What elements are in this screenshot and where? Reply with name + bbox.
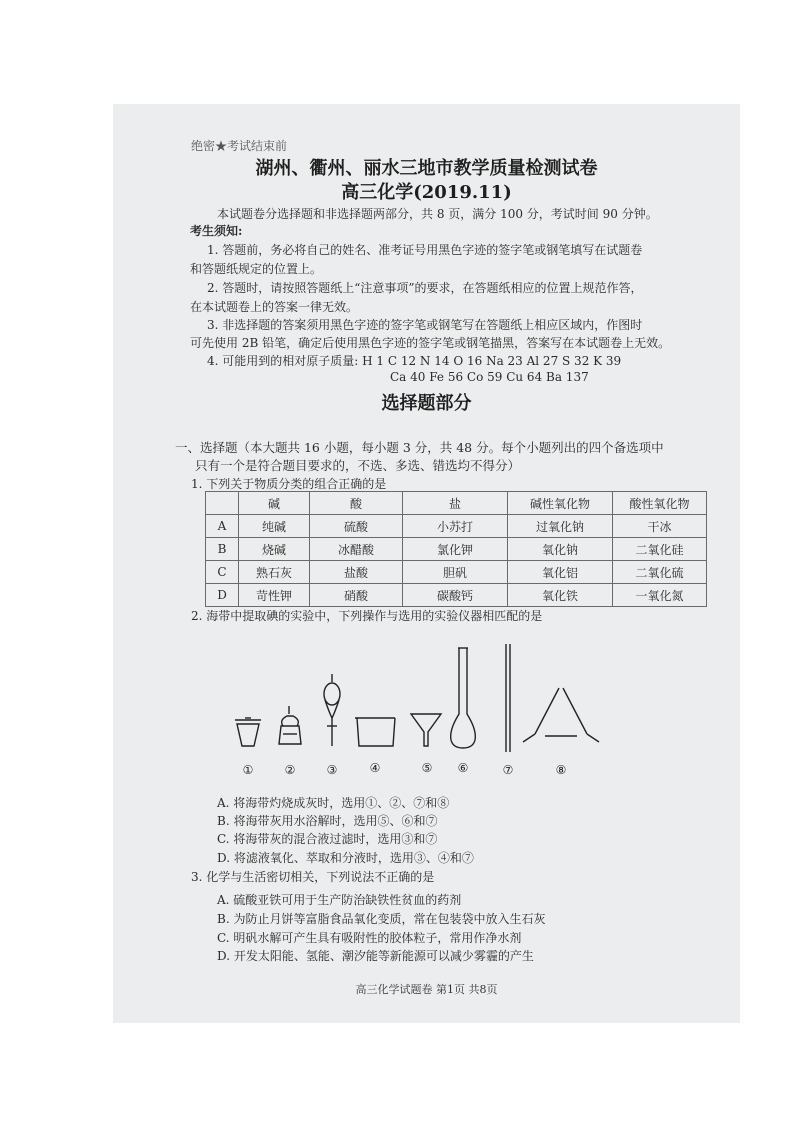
glass-rod-icon [506, 644, 510, 752]
table-cell: 氯化钾 [403, 538, 508, 561]
table-row [206, 584, 707, 607]
apparatus-label: ④ [369, 761, 381, 775]
apparatus-label: ① [242, 763, 254, 777]
table-cell: 过氧化钠 [508, 515, 613, 538]
table-cell: 氧化铝 [508, 561, 613, 584]
crucible-icon [235, 718, 261, 746]
table-cell: D [206, 584, 239, 607]
table-cell: 烧碱 [239, 538, 310, 561]
note-line: 1. 答题前，务必将自己的姓名、准考证号用黑色字迹的签字笔或钢笔填写在试题卷 [207, 243, 643, 257]
table-header-cell: 碱 [239, 492, 310, 515]
apparatus-label: ③ [326, 763, 338, 777]
table-row [206, 561, 707, 584]
exam-subtitle: 高三化学(2019.11) [341, 182, 512, 203]
q3-option: C. 明矾水解可产生具有吸附性的胶体粒子，常用作净水剂 [217, 931, 522, 945]
table-cell: 冰醋酸 [310, 538, 403, 561]
exam-title: 湖州、衢州、丽水三地市教学质量检测试卷 [255, 158, 598, 179]
q3-option: B. 为防止月饼等富脂食品氧化变质，常在包装袋中放入生石灰 [217, 912, 546, 926]
apparatus-label: ⑥ [457, 761, 469, 775]
q1-stem: 1. 下列关于物质分类的组合正确的是 [191, 477, 387, 491]
apparatus-label: ⑧ [555, 763, 567, 777]
table-cell: 氧化铁 [508, 584, 613, 607]
funnel-icon [411, 714, 441, 746]
q2-option: C. 将海带灰的混合液过滤时，选用③和⑦ [217, 832, 438, 846]
table-cell: 二氧化硫 [613, 561, 707, 584]
note-line: 3. 非选择题的答案须用黑色字迹的签字笔或钢笔写在答题纸上相应区域内，作图时 [207, 318, 643, 332]
table-cell: 小苏打 [403, 515, 508, 538]
note-line: 4. 可能用到的相对原子质量: H 1 C 12 N 14 O 16 Na 23 Al 27 S 32 K 39 [207, 354, 622, 368]
intro-text: 本试题卷分选择题和非选择题两部分，共 8 页，满分 100 分，考试时间 90 分钟。 [217, 207, 658, 221]
table-cell: 一氧化氮 [613, 584, 707, 607]
note-line: 在本试题卷上的答案一律无效。 [190, 300, 359, 314]
table-header-cell: 酸性氧化物 [613, 492, 707, 515]
table-cell: 熟石灰 [239, 561, 310, 584]
note-line: 可先使用 2B 铅笔，确定后使用黑色字迹的签字笔或钢笔描黑，答案写在本试题卷上无效。 [190, 336, 671, 350]
q2-option: D. 将滤液氧化、萃取和分液时，选用③、④和⑦ [217, 851, 474, 865]
table-cell: 纯碱 [239, 515, 310, 538]
part1-heading: 一、选择题（本大题共 16 小题，每小题 3 分，共 48 分。每个小题列出的四个备选项中 [175, 440, 664, 455]
note-line: Ca 40 Fe 56 Co 59 Cu 64 Ba 137 [390, 370, 589, 384]
q2-stem: 2. 海带中提取碘的实验中，下列操作与选用的实验仪器相匹配的是 [191, 609, 543, 623]
alcohol-lamp-icon [279, 706, 301, 744]
table-cell: B [206, 538, 239, 561]
q2-option: A. 将海带灼烧成灰时，选用①、②、⑦和⑧ [217, 796, 450, 810]
section-title: 选择题部分 [381, 393, 472, 414]
beaker-icon [355, 718, 395, 746]
q2-option: B. 将海带灰用水浴解时，选用⑤、⑥和⑦ [217, 814, 438, 828]
table-header-cell: 碱性氧化物 [508, 492, 613, 515]
table-cell: A [206, 515, 239, 538]
table-header-row [206, 492, 707, 515]
q3-option: A. 硫酸亚铁可用于生产防治缺铁性贫血的药剂 [217, 893, 462, 907]
note-line: 2. 答题时，请按照答题纸上“注意事项”的要求，在答题纸相应的位置上规范作答， [207, 281, 643, 295]
q1-table [205, 491, 707, 607]
table-cell: 氧化钠 [508, 538, 613, 561]
apparatus-label: ② [284, 763, 296, 777]
separatory-funnel-icon [324, 674, 340, 746]
table-cell: 硫酸 [310, 515, 403, 538]
table-cell: 二氧化硅 [613, 538, 707, 561]
table-cell: 干冰 [613, 515, 707, 538]
apparatus-figure [223, 634, 603, 794]
table-header-cell [206, 492, 239, 515]
note-line: 和答题纸规定的位置上。 [190, 262, 323, 276]
secret-mark: 绝密★考试结束前 [191, 139, 288, 153]
apparatus-label: ⑦ [502, 763, 514, 777]
table-header-cell: 酸 [310, 492, 403, 515]
q3-stem: 3. 化学与生活密切相关，下列说法不正确的是 [191, 870, 435, 884]
page-footer: 高三化学试题卷 第1页 共8页 [355, 983, 498, 996]
table-row [206, 538, 707, 561]
exam-sheet [113, 104, 740, 1023]
notes-heading: 考生须知: [190, 224, 243, 238]
table-cell: 硝酸 [310, 584, 403, 607]
table-row [206, 515, 707, 538]
part1-heading-cont: 只有一个是符合题目要求的，不选、多选、错选均不得分） [195, 458, 521, 473]
volumetric-flask-icon [451, 648, 476, 748]
crucible-tongs-icon [523, 688, 599, 742]
table-cell: 盐酸 [310, 561, 403, 584]
table-cell: C [206, 561, 239, 584]
table-header-cell: 盐 [403, 492, 508, 515]
apparatus-label: ⑤ [421, 761, 433, 775]
table-cell: 胆矾 [403, 561, 508, 584]
table-cell: 苛性钾 [239, 584, 310, 607]
table-cell: 碳酸钙 [403, 584, 508, 607]
q3-option: D. 开发太阳能、氢能、潮汐能等新能源可以减少雾霾的产生 [217, 949, 534, 963]
